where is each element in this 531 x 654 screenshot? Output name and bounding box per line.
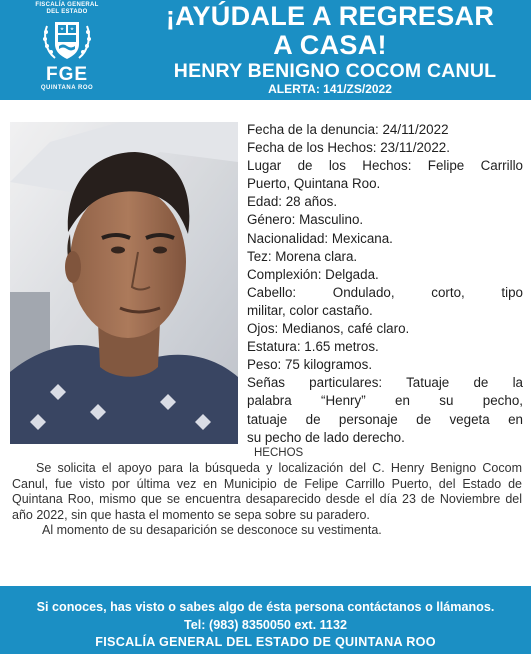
person-details [247, 121, 523, 447]
logo-state: QUINTANA ROO [40, 85, 94, 91]
title-line-2: A CASA! [273, 30, 387, 60]
header-banner [0, 0, 531, 100]
footer-agency: FISCALÍA GENERAL DEL ESTADO DE QUINTANA ROO [95, 635, 436, 649]
detail-nationality: Nacionalidad: Mexicana. [247, 230, 393, 246]
facts-heading: HECHOS [254, 447, 304, 459]
quintana-roo-coat-of-arms-icon [41, 18, 93, 62]
detail-place-line-1: Lugar de los Hechos: Felipe Carrillo [247, 158, 523, 174]
detail-hair-line-2: militar, color castaño. [247, 302, 373, 318]
detail-build: Complexión: Delgada. [247, 266, 379, 282]
detail-age: Edad: 28 años. [247, 194, 338, 210]
logo-org-line-2: DEL ESTADO [46, 9, 88, 15]
fge-logo [24, 2, 110, 96]
detail-place-line-2: Puerto, Quintana Roo. [247, 176, 381, 192]
footer-call-to-action: Si conoces, has visto o sabes algo de ésta persona contáctanos o llámanos. [36, 600, 495, 614]
missing-person-name: HENRY BENIGNO COCOM CANUL [173, 60, 497, 82]
detail-marks-line-1: Señas particulares: Tatuaje de la [247, 375, 523, 391]
page-title [140, 2, 520, 60]
detail-hair-line-1: Cabello: Ondulado, corto, tipo [247, 284, 523, 300]
detail-events-date: Fecha de los Hechos: 23/11/2022. [247, 140, 450, 156]
alert-code: ALERTA: 141/ZS/2022 [268, 82, 392, 96]
title-line-1: ¡AYÚDALE A REGRESAR [165, 1, 495, 31]
facts-section [12, 461, 522, 539]
detail-marks-line-2: palabra “Henry” en su pecho, [247, 393, 523, 409]
detail-eyes: Ojos: Medianos, café claro. [247, 321, 410, 337]
detail-marks-line-4: su pecho de lado derecho. [247, 429, 405, 445]
detail-height: Estatura: 1.65 metros. [247, 339, 379, 355]
detail-report-date: Fecha de la denuncia: 24/11/2022 [247, 122, 449, 137]
footer-banner [0, 586, 531, 654]
logo-acronym: FGE [45, 64, 89, 85]
facts-paragraph-2: Al momento de su desaparición se desconoce su vestimenta. [42, 523, 382, 538]
logo-org-line-1: FISCALÍA GENERAL [35, 2, 99, 8]
detail-gender: Género: Masculino. [247, 212, 364, 228]
detail-marks-line-3: tatuaje de personaje de vegeta en [247, 411, 523, 427]
detail-weight: Peso: 75 kilogramos. [247, 357, 373, 373]
missing-person-photo [10, 122, 238, 444]
footer-phone: Tel: (983) 8350050 ext. 1132 [184, 618, 347, 632]
facts-paragraph-1: Se solicita el apoyo para la búsqueda y localización del C. Henry Benigno Cocom Canul, fue visto por última vez en Municipio de Felipe Carrillo Puerto, del Estado de Quintana Roo, mismo que se encuentra desaparecido desde el día 23 de Noviembre del año 2022, sin que hasta el momento se sepa sobre su paradero. [12, 461, 522, 522]
detail-skin: Tez: Morena clara. [247, 248, 358, 264]
